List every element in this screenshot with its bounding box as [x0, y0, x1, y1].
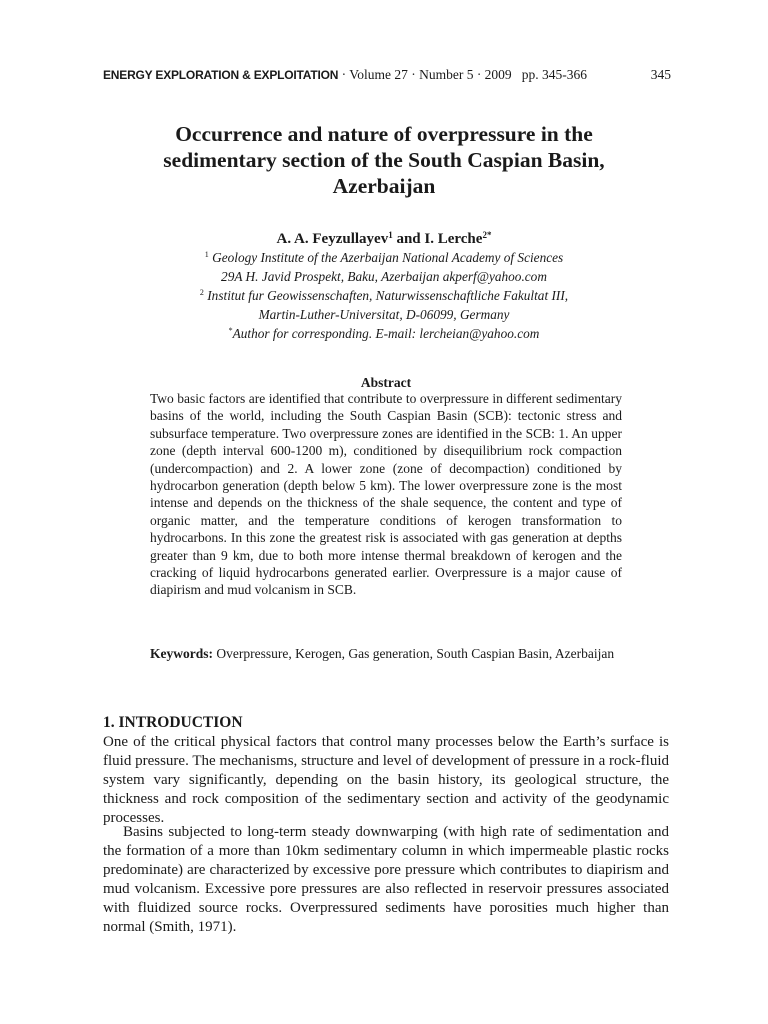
title-line: Azerbaijan: [332, 174, 436, 198]
paper-title: [120, 121, 648, 199]
title-line: sedimentary section of the South Caspian Basin,: [163, 148, 605, 172]
affiliation-line: 29A H. Javid Prospekt, Baku, Azerbaijan akperf@yahoo.com: [221, 269, 547, 284]
keywords-label: Keywords:: [150, 646, 213, 661]
affiliation-mark: 1: [204, 250, 209, 259]
affiliation-text: Geology Institute of the Azerbaijan National Academy of Sciences: [208, 250, 564, 265]
keywords: [150, 645, 622, 662]
affiliation-mark: 2: [199, 288, 204, 297]
affiliation-line: [120, 286, 648, 305]
affiliation-text: Institut fur Geowissenschaften, Naturwissenschaftliche Fakultat III,: [203, 288, 569, 303]
section-heading-introduction: 1. INTRODUCTION: [103, 714, 243, 731]
corresponding-author-line: [120, 324, 648, 343]
author-name: I. Lerche: [424, 231, 483, 247]
affiliation-line: [120, 248, 648, 267]
author-affiliation-mark: 2*: [482, 230, 492, 240]
affiliation-line: Martin-Luther-Universitat, D-06099, Germany: [258, 307, 510, 322]
title-line: Occurrence and nature of overpressure in the: [175, 122, 593, 146]
body-paragraph: Basins subjected to long-term steady downwarping (with high rate of sedimentation and the formation of a more than 10km sedimentary column in which impermeable plastic rocks predominate) are characterized by excessive pore pressure which contributes to diapirism and mud volcanism. Excessive pore pressures are also reflected in reservoir pressures associated with fluidized source rocks. Overpressured sediments have porosities much higher than normal (Smith, 1971).: [103, 824, 669, 936]
corresponding-mark: *: [228, 326, 233, 335]
corresponding-text: Author for corresponding. E-mail: lercheian@yahoo.com: [232, 326, 540, 341]
page-number: 345: [650, 67, 671, 82]
abstract-heading: Abstract: [360, 375, 412, 390]
author-name: A. A. Feyzullayev: [276, 231, 389, 247]
abstract-text: Two basic factors are identified that contribute to overpressure in different sedimentary basins of the world, including the South Caspian Basin (SCB): tectonic stress and subsurface temperature. Two overpressure zones are identified in the SCB: 1. An upper zone (depth interval 600-1200 m), conditioned by disequilibrium rock compaction (undercompaction) and 2. A lower zone (zone of decompaction) conditioned by hydrocarbon generation (depth below 5 km). The lower overpressure zone is the most intense and depends on the thickness of the shale sequence, the content and type of organic matter, and the temperature conditions of kerogen transformation to hydrocarbons. In this zone the greatest risk is associated with gas generation at depths greater than 9 km, due to both more intense thermal breakdown of kerogen and the cracking of liquid hydrocarbons generated earlier. Overpressure is a major cause of diapirism and mud volcanism in SCB.: [150, 391, 622, 598]
body-paragraph: One of the critical physical factors that control many processes below the Earth’s surface is fluid pressure. The mechanisms, structure and level of development of pressure in a rock-fluid system vary significantly, depending on the basin history, its geological structure, the thickness and rock composition of the sedimentary section and activity of the geodynamic processes.: [103, 734, 669, 827]
author-conjunction: and: [392, 231, 425, 247]
running-header: [103, 66, 671, 84]
issue-details: · Volume 27 · Number 5 · 2009 pp. 345-366: [338, 67, 588, 82]
keywords-text: Overpressure, Kerogen, Gas generation, South Caspian Basin, Azerbaijan: [213, 646, 615, 661]
affiliations: [120, 248, 648, 343]
journal-name: ENERGY EXPLORATION & EXPLOITATION: [103, 68, 339, 82]
author-list: [120, 229, 648, 249]
author-affiliation-mark: 1: [388, 230, 393, 240]
